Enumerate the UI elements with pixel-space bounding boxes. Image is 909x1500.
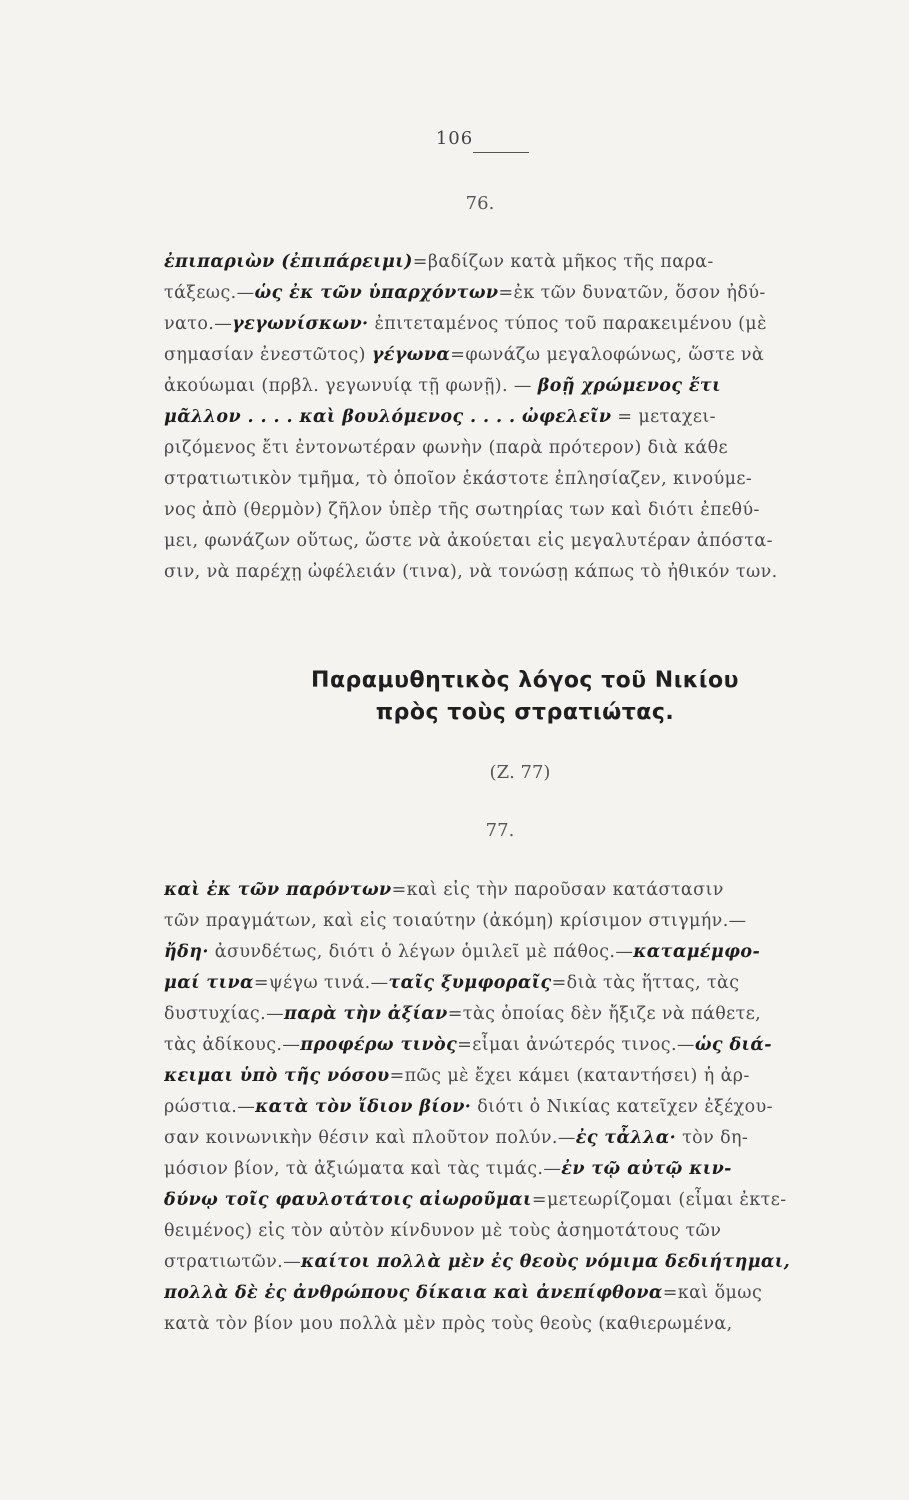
gloss-text: νος ἀπὸ (θερμὸν) ζῆλον ὑπὲρ τῆς σωτηρίας των καὶ διότι ἐπεθύ- <box>164 500 760 520</box>
text-line <box>164 402 874 433</box>
gloss-text: =ἐκ τῶν δυνατῶν, ὅσον ἠδύ- <box>498 283 766 303</box>
page-number-rule <box>473 152 529 153</box>
gloss-text: ἀσυνδέτως, διότι ὁ λέγων ὁμιλεῖ μὲ πάθος.— <box>208 942 634 962</box>
text-line <box>164 1061 874 1092</box>
gloss-text: =διὰ τὰς ἥττας, τὰς <box>551 973 740 993</box>
text-line <box>164 999 874 1030</box>
gloss-text: κατὰ τὸν βίον μου πολλὰ μὲν πρὸς τοὺς θεοὺς (καθιερωμένα, <box>164 1314 733 1334</box>
lemma-term: καταμέμφο- <box>633 942 761 962</box>
text-line <box>164 1309 874 1340</box>
text-line <box>164 1030 874 1061</box>
text-line <box>164 1278 874 1309</box>
text-line <box>164 371 874 402</box>
section-77-commentary <box>164 875 874 1340</box>
text-line <box>164 1216 874 1247</box>
text-line <box>164 495 874 526</box>
text-line <box>164 464 874 495</box>
gloss-text: =καὶ ὅμως <box>662 1283 763 1303</box>
text-line <box>164 278 874 309</box>
gloss-text: τάξεως.— <box>164 283 255 303</box>
lemma-term: μᾶλλον . . . . καὶ βουλόμενος . . . . ὠφελεῖν <box>164 407 612 427</box>
lemma-term: κειμαι ὑπὸ τῆς νόσου <box>164 1066 390 1086</box>
gloss-text: =καὶ εἰς τὴν παροῦσαν κατάστασιν <box>391 880 724 900</box>
gloss-text: ἀκούωμαι (πρβλ. γεγωνυίᾳ τῇ φωνῇ). — <box>164 376 538 396</box>
heading-line-1: Παραμυθητικὸς λόγος τοῦ Νικίου <box>311 668 739 693</box>
text-line <box>164 875 874 906</box>
text-line <box>164 1123 874 1154</box>
text-line <box>164 1092 874 1123</box>
gloss-text: =φωνάζω μεγαλοφώνως, ὥστε νὰ <box>450 345 765 365</box>
gloss-text: ἐπιτεταμένος τύπος τοῦ παρακειμένου (μὲ <box>368 314 767 334</box>
lemma-term: παρὰ τὴν ἀξίαν <box>284 1004 448 1024</box>
gloss-text: δυστυχίας.— <box>164 1004 284 1024</box>
lemma-term: προφέρω τινὸς <box>300 1035 458 1055</box>
text-line <box>164 433 874 464</box>
lemma-term: καὶ ἐκ τῶν παρόντων <box>164 880 392 900</box>
text-line <box>164 557 874 588</box>
lemma-term: κατὰ τὸν ἴδιον βίον· <box>255 1097 472 1117</box>
text-line <box>164 906 874 937</box>
gloss-text: =βαδίζων κατὰ μῆκος τῆς παρα- <box>412 252 714 272</box>
text-line <box>164 526 874 557</box>
section-77-number: 77. <box>485 820 515 841</box>
lemma-term: βοῇ χρώμενος ἔτι <box>537 376 721 396</box>
chapter-reference: (Ζ. 77) <box>489 762 551 783</box>
gloss-text: τῶν πραγμάτων, καὶ εἰς τοιαύτην (ἀκόμη) κρίσιμον στιγμήν.— <box>164 911 747 931</box>
gloss-text: =πῶς μὲ ἔχει κάμει (καταντήσει) ἡ ἀρ- <box>389 1066 750 1086</box>
gloss-text: σαν κοινωνικὴν θέσιν καὶ πλοῦτον πολύν.— <box>164 1128 576 1148</box>
text-line <box>164 1247 874 1278</box>
gloss-text: μόσιον βίον, τὰ ἀξιώματα καὶ τὰς τιμάς.— <box>164 1159 562 1179</box>
gloss-text: τὰς ἀδίκους.— <box>164 1035 301 1055</box>
gloss-text: μει, φωνάζων οὕτως, ὥστε νὰ ἀκούεται εἰς μεγαλυτέραν ἀπόστα- <box>164 531 773 551</box>
lemma-term: μαί τινα <box>164 973 254 993</box>
text-line <box>164 309 874 340</box>
gloss-text: στρατιωτῶν.— <box>164 1252 301 1272</box>
lemma-term: καίτοι πολλὰ μὲν ἐς θεοὺς νόμιμα δεδιήτημαι, <box>301 1252 791 1272</box>
lemma-term: ὡς διά- <box>694 1035 772 1055</box>
lemma-term: πολλὰ δὲ ἐς ἀνθρώπους δίκαια καὶ ἀνεπίφθονα <box>164 1283 663 1303</box>
gloss-text: ριζόμενος ἔτι ἐντονωτέραν φωνὴν (παρὰ πρότερον) διὰ κάθε <box>164 438 728 458</box>
section-76-number: 76. <box>465 193 495 214</box>
gloss-text: σημασίαν ἐνεστῶτος) <box>164 345 372 365</box>
gloss-text: =μετεωρίζομαι (εἶμαι ἐκτε- <box>531 1190 787 1210</box>
gloss-text: διότι ὁ Νικίας κατεῖχεν ἐξέχου- <box>471 1097 773 1117</box>
gloss-text: = μεταχει- <box>611 407 716 427</box>
text-line <box>164 968 874 999</box>
gloss-text: σιν, νὰ παρέχῃ ὠφέλειάν (τινα), νὰ τονώσῃ κάπως τὸ ἠθικόν των. <box>164 562 778 582</box>
gloss-text: =ψέγω τινά.— <box>253 973 389 993</box>
gloss-text: νατο.— <box>164 314 233 334</box>
lemma-term: ἐπιπαριὼν (ἐπιπάρειμι) <box>164 252 413 272</box>
page-number: 106 <box>435 128 474 149</box>
gloss-text: =εἶμαι ἀνώτερός τινος.— <box>457 1035 695 1055</box>
text-line <box>164 247 874 278</box>
lemma-term: ταῖς ξυμφοραῖς <box>388 973 552 993</box>
lemma-term: ἐν τῷ αὐτῷ κιν- <box>561 1159 732 1179</box>
text-line <box>164 937 874 968</box>
gloss-text: τὸν δη- <box>676 1128 749 1148</box>
lemma-term: ἐς τἆλλα· <box>575 1128 677 1148</box>
lemma-term: γεγωνίσκων· <box>232 314 369 334</box>
heading-line-2: πρὸς τοὺς στρατιώτας. <box>375 700 675 725</box>
gloss-text: ρώστια.— <box>164 1097 256 1117</box>
gloss-text: θειμένος) εἰς τὸν αὐτὸν κίνδυνον μὲ τοὺς ἀσημοτάτους τῶν <box>164 1221 722 1241</box>
lemma-term: δύνῳ τοῖς φαυλοτάτοις αἰωροῦμαι <box>164 1190 532 1210</box>
lemma-term: γέγωνα <box>371 345 451 365</box>
text-line <box>164 1154 874 1185</box>
lemma-term: ἤδη· <box>164 942 209 962</box>
text-line <box>164 340 874 371</box>
section-76-commentary <box>164 247 874 588</box>
text-line <box>164 1185 874 1216</box>
lemma-term: ὡς ἐκ τῶν ὑπαρχόντων <box>254 283 499 303</box>
gloss-text: =τὰς ὁποίας δὲν ἤξιζε νὰ πάθετε, <box>447 1004 762 1024</box>
gloss-text: στρατιωτικὸν τμῆμα, τὸ ὁποῖον ἑκάστοτε ἐπλησίαζεν, κινούμε- <box>164 469 753 489</box>
